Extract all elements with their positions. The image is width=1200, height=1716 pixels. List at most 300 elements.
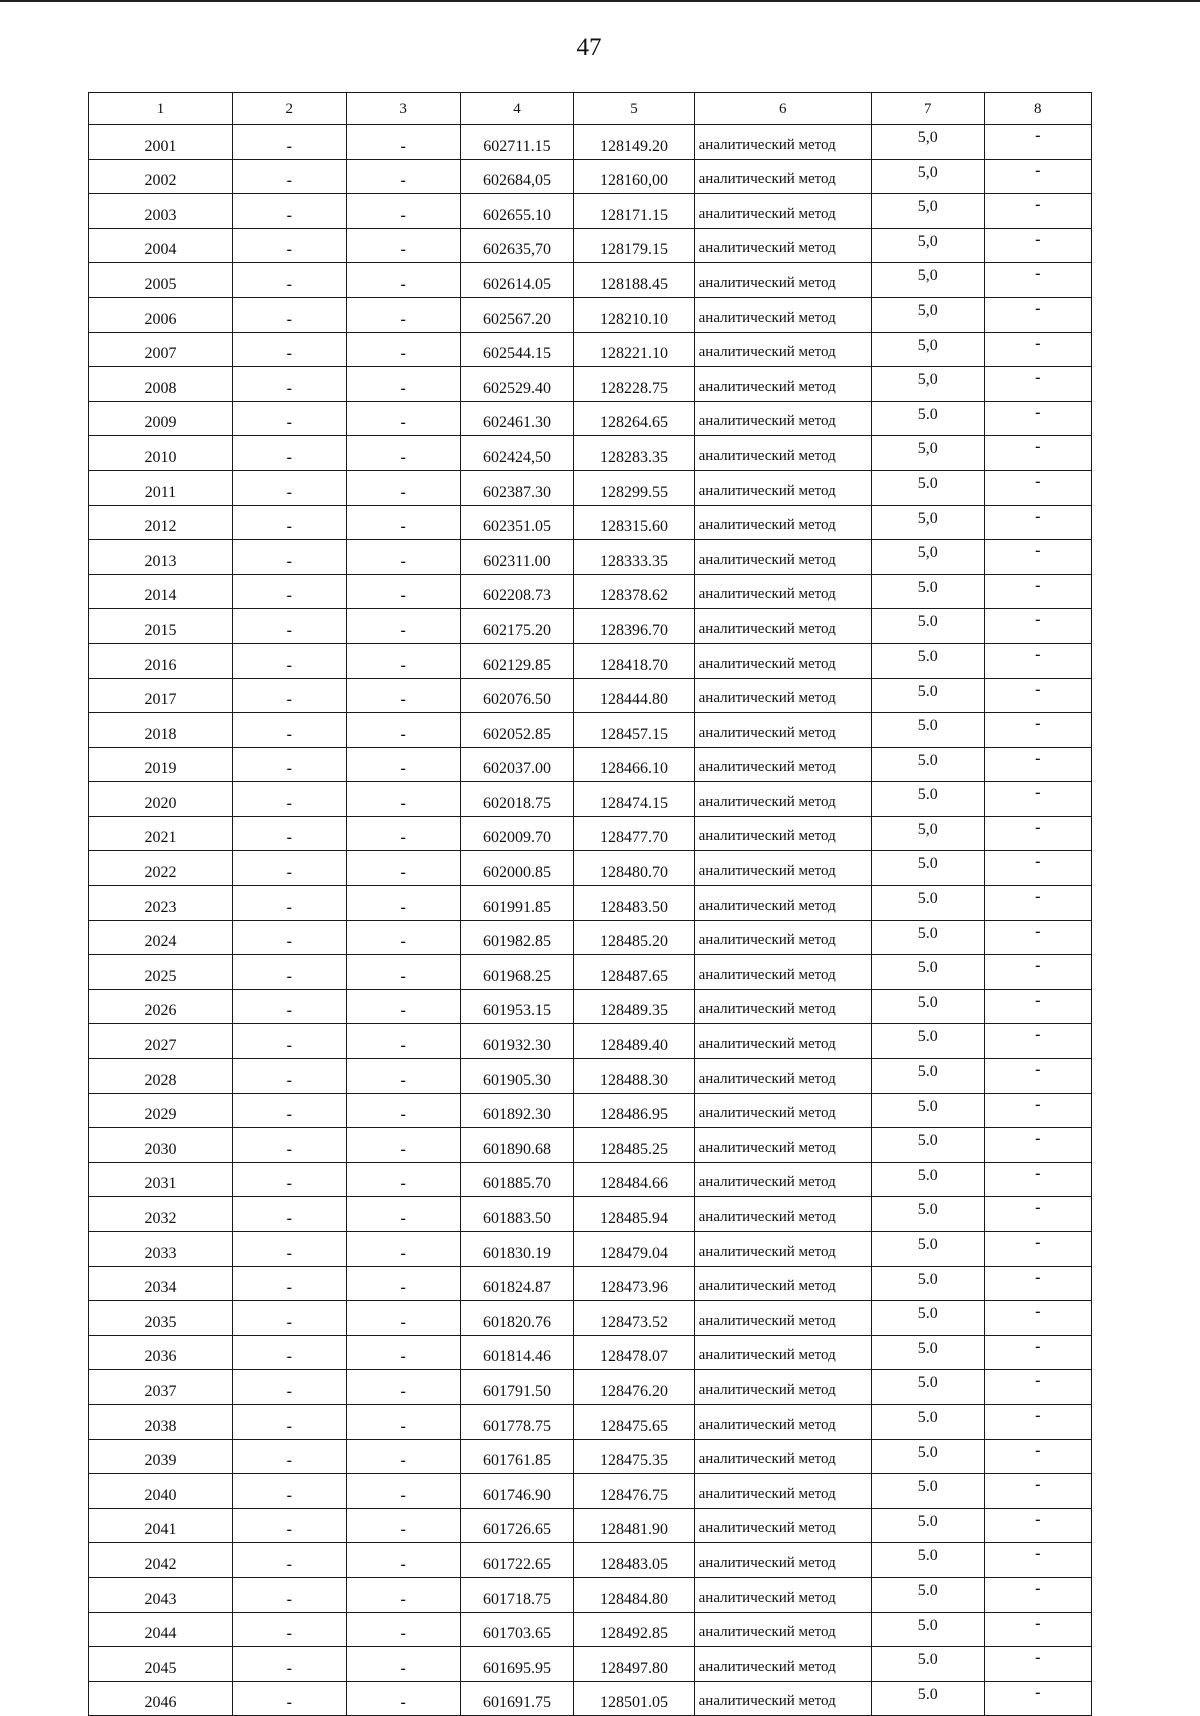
- coord-y-cell: 128149.20: [574, 125, 694, 160]
- col2-cell: -: [232, 125, 346, 160]
- col3-cell: -: [346, 1335, 460, 1370]
- coord-y-cell: 128489.35: [574, 989, 694, 1024]
- precision-cell: 5.0: [871, 851, 984, 886]
- table-row: [89, 1404, 1092, 1439]
- table-row: [89, 1370, 1092, 1405]
- col3-cell: -: [346, 713, 460, 748]
- col8-cell: -: [984, 574, 1091, 609]
- col2-cell: -: [232, 1335, 346, 1370]
- precision-cell: 5.0: [871, 1681, 984, 1716]
- table-row: [89, 1439, 1092, 1474]
- precision-cell: 5.0: [871, 1577, 984, 1612]
- coord-y-cell: 128487.65: [574, 955, 694, 990]
- col3-cell: -: [346, 1370, 460, 1405]
- method-cell: аналитический метод: [694, 1474, 871, 1509]
- method-cell: аналитический метод: [694, 1266, 871, 1301]
- coord-y-cell: 128333.35: [574, 540, 694, 575]
- col8-cell: -: [984, 1197, 1091, 1232]
- col3-cell: -: [346, 1128, 460, 1163]
- col3-cell: -: [346, 1508, 460, 1543]
- col3-cell: -: [346, 228, 460, 263]
- method-cell: аналитический метод: [694, 1681, 871, 1716]
- col8-cell: -: [984, 643, 1091, 678]
- col8-cell: -: [984, 1128, 1091, 1163]
- col3-cell: -: [346, 540, 460, 575]
- point-number-cell: 2013: [89, 540, 233, 575]
- precision-cell: 5.0: [871, 713, 984, 748]
- col2-cell: -: [232, 1404, 346, 1439]
- col8-cell: -: [984, 332, 1091, 367]
- col2-cell: -: [232, 540, 346, 575]
- coord-y-cell: 128480.70: [574, 851, 694, 886]
- precision-cell: 5.0: [871, 782, 984, 817]
- table-header-row: [89, 93, 1092, 125]
- col2-cell: -: [232, 1128, 346, 1163]
- point-number-cell: 2014: [89, 574, 233, 609]
- method-cell: аналитический метод: [694, 574, 871, 609]
- col8-cell: -: [984, 1335, 1091, 1370]
- method-cell: аналитический метод: [694, 782, 871, 817]
- col8-cell: -: [984, 401, 1091, 436]
- coord-x-cell: 601830.19: [460, 1232, 574, 1267]
- col3-cell: -: [346, 505, 460, 540]
- col2-cell: -: [232, 1024, 346, 1059]
- col8-cell: -: [984, 194, 1091, 229]
- point-number-cell: 2032: [89, 1197, 233, 1232]
- table-row: [89, 747, 1092, 782]
- coord-y-cell: 128475.65: [574, 1404, 694, 1439]
- col3-cell: -: [346, 1266, 460, 1301]
- coord-y-cell: 128484.80: [574, 1577, 694, 1612]
- col2-cell: -: [232, 609, 346, 644]
- method-cell: аналитический метод: [694, 228, 871, 263]
- col3-cell: -: [346, 1439, 460, 1474]
- table-row: [89, 1577, 1092, 1612]
- table-row: [89, 228, 1092, 263]
- point-number-cell: 2007: [89, 332, 233, 367]
- coord-x-cell: 602544.15: [460, 332, 574, 367]
- col2-cell: -: [232, 1577, 346, 1612]
- col3-cell: -: [346, 1301, 460, 1336]
- precision-cell: 5.0: [871, 401, 984, 436]
- col8-cell: -: [984, 125, 1091, 160]
- col2-cell: -: [232, 1232, 346, 1267]
- col3-cell: -: [346, 1232, 460, 1267]
- col2-cell: -: [232, 1508, 346, 1543]
- method-cell: аналитический метод: [694, 920, 871, 955]
- col2-cell: -: [232, 1301, 346, 1336]
- table-row: [89, 920, 1092, 955]
- col2-cell: -: [232, 263, 346, 298]
- header-col-3: 3: [346, 93, 460, 125]
- coord-y-cell: 128488.30: [574, 1059, 694, 1094]
- point-number-cell: 2022: [89, 851, 233, 886]
- method-cell: аналитический метод: [694, 713, 871, 748]
- table-row: [89, 125, 1092, 160]
- point-number-cell: 2023: [89, 886, 233, 921]
- page-number: 47: [576, 34, 602, 61]
- col8-cell: -: [984, 297, 1091, 332]
- point-number-cell: 2031: [89, 1162, 233, 1197]
- method-cell: аналитический метод: [694, 332, 871, 367]
- coord-x-cell: 602052.85: [460, 713, 574, 748]
- precision-cell: 5.0: [871, 886, 984, 921]
- table-row: [89, 955, 1092, 990]
- method-cell: аналитический метод: [694, 125, 871, 160]
- precision-cell: 5.0: [871, 1543, 984, 1578]
- point-number-cell: 2020: [89, 782, 233, 817]
- method-cell: аналитический метод: [694, 1093, 871, 1128]
- table-row: [89, 194, 1092, 229]
- col2-cell: -: [232, 367, 346, 402]
- col8-cell: -: [984, 1162, 1091, 1197]
- precision-cell: 5,0: [871, 332, 984, 367]
- point-number-cell: 2002: [89, 159, 233, 194]
- point-number-cell: 2011: [89, 470, 233, 505]
- header-col-5: 5: [574, 93, 694, 125]
- coord-x-cell: 601905.30: [460, 1059, 574, 1094]
- col2-cell: -: [232, 1439, 346, 1474]
- col2-cell: -: [232, 297, 346, 332]
- col8-cell: -: [984, 851, 1091, 886]
- col8-cell: -: [984, 470, 1091, 505]
- coord-x-cell: 602635,70: [460, 228, 574, 263]
- coord-y-cell: 128474.15: [574, 782, 694, 817]
- coord-y-cell: 128473.96: [574, 1266, 694, 1301]
- point-number-cell: 2021: [89, 816, 233, 851]
- coord-y-cell: 128485.25: [574, 1128, 694, 1163]
- col8-cell: -: [984, 540, 1091, 575]
- point-number-cell: 2018: [89, 713, 233, 748]
- col8-cell: -: [984, 1647, 1091, 1682]
- table-row: [89, 1681, 1092, 1716]
- coord-y-cell: 128444.80: [574, 678, 694, 713]
- table-row: [89, 678, 1092, 713]
- precision-cell: 5.0: [871, 470, 984, 505]
- table-row: [89, 1128, 1092, 1163]
- coord-x-cell: 602387.30: [460, 470, 574, 505]
- point-number-cell: 2036: [89, 1335, 233, 1370]
- coord-y-cell: 128483.50: [574, 886, 694, 921]
- col3-cell: -: [346, 678, 460, 713]
- col3-cell: -: [346, 782, 460, 817]
- col3-cell: -: [346, 574, 460, 609]
- coord-x-cell: 601691.75: [460, 1681, 574, 1716]
- method-cell: аналитический метод: [694, 1059, 871, 1094]
- col3-cell: -: [346, 955, 460, 990]
- col3-cell: -: [346, 367, 460, 402]
- precision-cell: 5.0: [871, 678, 984, 713]
- coord-x-cell: 601746.90: [460, 1474, 574, 1509]
- precision-cell: 5.0: [871, 1335, 984, 1370]
- col2-cell: -: [232, 782, 346, 817]
- coord-y-cell: 128478.07: [574, 1335, 694, 1370]
- method-cell: аналитический метод: [694, 1439, 871, 1474]
- point-number-cell: 2026: [89, 989, 233, 1024]
- coord-x-cell: 601820.76: [460, 1301, 574, 1336]
- precision-cell: 5.0: [871, 1647, 984, 1682]
- col8-cell: -: [984, 955, 1091, 990]
- point-number-cell: 2003: [89, 194, 233, 229]
- col3-cell: -: [346, 1197, 460, 1232]
- col8-cell: -: [984, 1577, 1091, 1612]
- precision-cell: 5,0: [871, 367, 984, 402]
- coord-y-cell: 128497.80: [574, 1647, 694, 1682]
- coord-y-cell: 128171.15: [574, 194, 694, 229]
- table-row: [89, 1301, 1092, 1336]
- method-cell: аналитический метод: [694, 401, 871, 436]
- coord-x-cell: 601726.65: [460, 1508, 574, 1543]
- coord-x-cell: 602018.75: [460, 782, 574, 817]
- coord-y-cell: 128418.70: [574, 643, 694, 678]
- point-number-cell: 2030: [89, 1128, 233, 1163]
- coord-y-cell: 128485.94: [574, 1197, 694, 1232]
- coord-y-cell: 128396.70: [574, 609, 694, 644]
- precision-cell: 5,0: [871, 816, 984, 851]
- table-row: [89, 1335, 1092, 1370]
- col3-cell: -: [346, 989, 460, 1024]
- coord-x-cell: 601778.75: [460, 1404, 574, 1439]
- precision-cell: 5.0: [871, 1128, 984, 1163]
- precision-cell: 5,0: [871, 505, 984, 540]
- coord-x-cell: 601703.65: [460, 1612, 574, 1647]
- col8-cell: -: [984, 886, 1091, 921]
- point-number-cell: 2037: [89, 1370, 233, 1405]
- precision-cell: 5.0: [871, 955, 984, 990]
- coordinates-table: [88, 92, 1092, 1716]
- precision-cell: 5.0: [871, 1232, 984, 1267]
- table-row: [89, 1162, 1092, 1197]
- col8-cell: -: [984, 1301, 1091, 1336]
- precision-cell: 5.0: [871, 1301, 984, 1336]
- coord-x-cell: 602076.50: [460, 678, 574, 713]
- col8-cell: -: [984, 1266, 1091, 1301]
- method-cell: аналитический метод: [694, 851, 871, 886]
- point-number-cell: 2028: [89, 1059, 233, 1094]
- method-cell: аналитический метод: [694, 1335, 871, 1370]
- coord-y-cell: 128466.10: [574, 747, 694, 782]
- precision-cell: 5,0: [871, 436, 984, 471]
- method-cell: аналитический метод: [694, 1197, 871, 1232]
- col3-cell: -: [346, 1024, 460, 1059]
- col2-cell: -: [232, 747, 346, 782]
- col8-cell: -: [984, 747, 1091, 782]
- col3-cell: -: [346, 332, 460, 367]
- col3-cell: -: [346, 1577, 460, 1612]
- coord-x-cell: 601883.50: [460, 1197, 574, 1232]
- top-border-rule: [0, 0, 1200, 2]
- table-row: [89, 1508, 1092, 1543]
- coord-x-cell: 601932.30: [460, 1024, 574, 1059]
- precision-cell: 5.0: [871, 643, 984, 678]
- coord-y-cell: 128476.20: [574, 1370, 694, 1405]
- method-cell: аналитический метод: [694, 1128, 871, 1163]
- col2-cell: -: [232, 886, 346, 921]
- coord-x-cell: 602129.85: [460, 643, 574, 678]
- table-row: [89, 609, 1092, 644]
- point-number-cell: 2017: [89, 678, 233, 713]
- table-row: [89, 401, 1092, 436]
- col3-cell: -: [346, 1059, 460, 1094]
- col3-cell: -: [346, 1681, 460, 1716]
- col8-cell: -: [984, 1024, 1091, 1059]
- coord-y-cell: 128188.45: [574, 263, 694, 298]
- method-cell: аналитический метод: [694, 1647, 871, 1682]
- method-cell: аналитический метод: [694, 1404, 871, 1439]
- coord-x-cell: 602567.20: [460, 297, 574, 332]
- col8-cell: -: [984, 1543, 1091, 1578]
- coord-y-cell: 128457.15: [574, 713, 694, 748]
- col2-cell: -: [232, 1059, 346, 1094]
- col2-cell: -: [232, 1266, 346, 1301]
- coord-x-cell: 602711.15: [460, 125, 574, 160]
- precision-cell: 5,0: [871, 125, 984, 160]
- table-row: [89, 470, 1092, 505]
- table-row: [89, 1093, 1092, 1128]
- point-number-cell: 2042: [89, 1543, 233, 1578]
- col8-cell: -: [984, 505, 1091, 540]
- point-number-cell: 2019: [89, 747, 233, 782]
- coord-x-cell: 602009.70: [460, 816, 574, 851]
- coord-x-cell: 602424,50: [460, 436, 574, 471]
- col8-cell: -: [984, 816, 1091, 851]
- coord-x-cell: 602655.10: [460, 194, 574, 229]
- precision-cell: 5.0: [871, 1093, 984, 1128]
- method-cell: аналитический метод: [694, 816, 871, 851]
- col8-cell: -: [984, 1404, 1091, 1439]
- method-cell: аналитический метод: [694, 955, 871, 990]
- precision-cell: 5.0: [871, 747, 984, 782]
- coord-y-cell: 128475.35: [574, 1439, 694, 1474]
- point-number-cell: 2040: [89, 1474, 233, 1509]
- method-cell: аналитический метод: [694, 1301, 871, 1336]
- col2-cell: -: [232, 332, 346, 367]
- col2-cell: -: [232, 989, 346, 1024]
- coord-y-cell: 128315.60: [574, 505, 694, 540]
- col8-cell: -: [984, 1474, 1091, 1509]
- coord-x-cell: 601982.85: [460, 920, 574, 955]
- col2-cell: -: [232, 851, 346, 886]
- col8-cell: -: [984, 1612, 1091, 1647]
- method-cell: аналитический метод: [694, 1543, 871, 1578]
- coord-x-cell: 601968.25: [460, 955, 574, 990]
- precision-cell: 5.0: [871, 1439, 984, 1474]
- coord-y-cell: 128221.10: [574, 332, 694, 367]
- table-row: [89, 159, 1092, 194]
- col8-cell: -: [984, 1681, 1091, 1716]
- method-cell: аналитический метод: [694, 886, 871, 921]
- col2-cell: -: [232, 1612, 346, 1647]
- precision-cell: 5,0: [871, 194, 984, 229]
- col8-cell: -: [984, 1439, 1091, 1474]
- method-cell: аналитический метод: [694, 194, 871, 229]
- header-col-7: 7: [871, 93, 984, 125]
- header-col-8: 8: [984, 93, 1091, 125]
- col3-cell: -: [346, 1543, 460, 1578]
- col3-cell: -: [346, 886, 460, 921]
- precision-cell: 5.0: [871, 920, 984, 955]
- col2-cell: -: [232, 1162, 346, 1197]
- point-number-cell: 2033: [89, 1232, 233, 1267]
- table-row: [89, 1232, 1092, 1267]
- coord-x-cell: 602684,05: [460, 159, 574, 194]
- coord-x-cell: 602037.00: [460, 747, 574, 782]
- precision-cell: 5.0: [871, 574, 984, 609]
- col8-cell: -: [984, 1232, 1091, 1267]
- col8-cell: -: [984, 920, 1091, 955]
- point-number-cell: 2029: [89, 1093, 233, 1128]
- coord-y-cell: 128484.66: [574, 1162, 694, 1197]
- coord-x-cell: 601824.87: [460, 1266, 574, 1301]
- coordinates-table-container: [88, 92, 1092, 1716]
- method-cell: аналитический метод: [694, 609, 871, 644]
- col3-cell: -: [346, 297, 460, 332]
- table-row: [89, 505, 1092, 540]
- table-row: [89, 263, 1092, 298]
- coord-y-cell: 128477.70: [574, 816, 694, 851]
- col8-cell: -: [984, 609, 1091, 644]
- coord-x-cell: 601890.68: [460, 1128, 574, 1163]
- method-cell: аналитический метод: [694, 747, 871, 782]
- table-row: [89, 886, 1092, 921]
- table-row: [89, 436, 1092, 471]
- table-row: [89, 816, 1092, 851]
- coord-y-cell: 128485.20: [574, 920, 694, 955]
- coord-x-cell: 601885.70: [460, 1162, 574, 1197]
- coord-x-cell: 602614.05: [460, 263, 574, 298]
- method-cell: аналитический метод: [694, 470, 871, 505]
- point-number-cell: 2041: [89, 1508, 233, 1543]
- method-cell: аналитический метод: [694, 367, 871, 402]
- col2-cell: -: [232, 1647, 346, 1682]
- table-row: [89, 643, 1092, 678]
- point-number-cell: 2009: [89, 401, 233, 436]
- col8-cell: -: [984, 782, 1091, 817]
- col2-cell: -: [232, 401, 346, 436]
- precision-cell: 5,0: [871, 297, 984, 332]
- col2-cell: -: [232, 505, 346, 540]
- col3-cell: -: [346, 1647, 460, 1682]
- col8-cell: -: [984, 1093, 1091, 1128]
- coord-y-cell: 128160,00: [574, 159, 694, 194]
- col2-cell: -: [232, 1370, 346, 1405]
- col2-cell: -: [232, 470, 346, 505]
- precision-cell: 5.0: [871, 1508, 984, 1543]
- col3-cell: -: [346, 1404, 460, 1439]
- precision-cell: 5.0: [871, 609, 984, 644]
- col3-cell: -: [346, 401, 460, 436]
- coord-y-cell: 128228.75: [574, 367, 694, 402]
- coord-x-cell: 601722.65: [460, 1543, 574, 1578]
- precision-cell: 5.0: [871, 1197, 984, 1232]
- col2-cell: -: [232, 678, 346, 713]
- col8-cell: -: [984, 678, 1091, 713]
- col8-cell: -: [984, 989, 1091, 1024]
- col2-cell: -: [232, 920, 346, 955]
- table-row: [89, 713, 1092, 748]
- coord-x-cell: 601791.50: [460, 1370, 574, 1405]
- col2-cell: -: [232, 228, 346, 263]
- point-number-cell: 2035: [89, 1301, 233, 1336]
- col2-cell: -: [232, 1093, 346, 1128]
- coord-y-cell: 128476.75: [574, 1474, 694, 1509]
- col3-cell: -: [346, 470, 460, 505]
- col3-cell: -: [346, 1162, 460, 1197]
- table-row: [89, 1266, 1092, 1301]
- precision-cell: 5,0: [871, 263, 984, 298]
- col2-cell: -: [232, 1681, 346, 1716]
- col8-cell: -: [984, 1370, 1091, 1405]
